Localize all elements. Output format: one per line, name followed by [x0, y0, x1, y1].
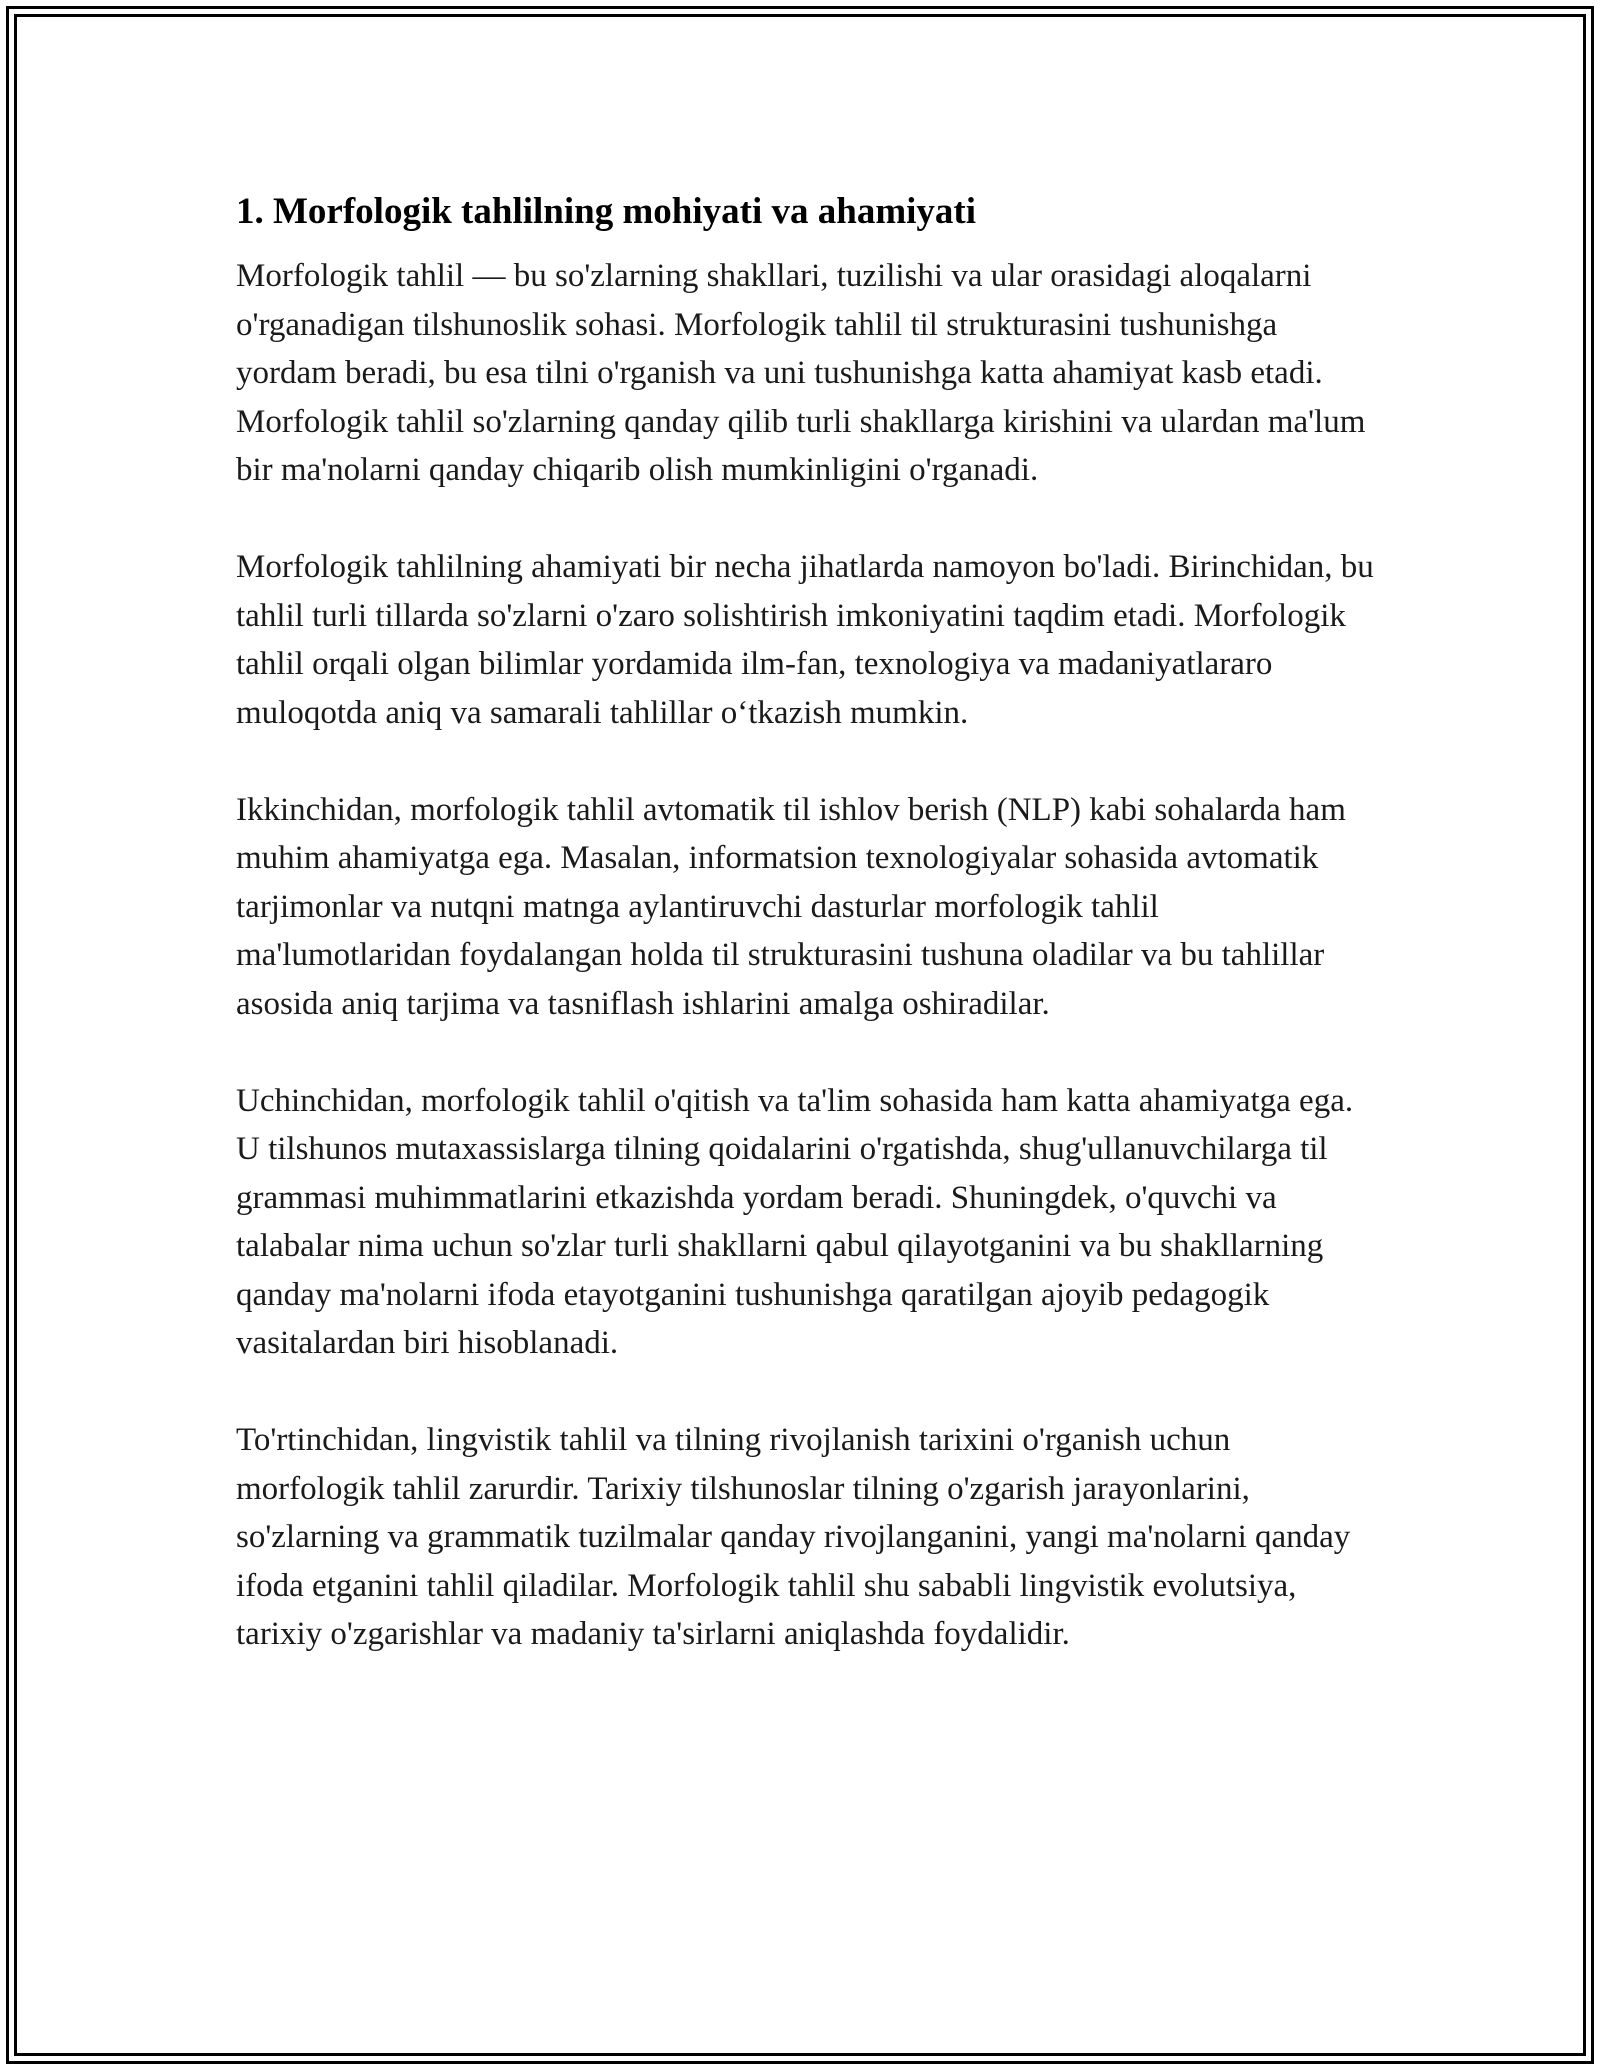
paragraph-fourth-point: To'rtinchidan, lingvistik tahlil va tilning rivojlanish tarixini o'rganish uchun morfologik tahlil zarurdir. Tarixiy tilshunoslar tilning o'zgarish jarayonlarini, so'zlarning va grammatik tuzilmalar qanday rivojlanganini, yangi ma'nolarni qanday ifoda etganini tahlil qiladilar. Morfologik tahlil shu sababli lingvistik evolutsiya, tarixiy o'zgarishlar va madaniy ta'sirlarni aniqlashda foydalidir.: [236, 1422, 1351, 1652]
paragraph-definition: Morfologik tahlil — bu so'zlarning shakllari, tuzilishi va ular orasidagi aloqalarni o'rganadigan tilshunoslik sohasi. Morfologik tahlil til strukturasini tushunishga yordam beradi, bu esa tilni o'rganish va uni tushunishga katta ahamiyat kasb etadi. Morfologik tahlil so'zlarning qanday qilib turli shakllarga kirishini va ulardan ma'lum bir ma'nolarni qanday chiqarib olish mumkinligini o'rganadi.: [236, 258, 1366, 488]
section-heading: 1. Morfologik tahlilning mohiyati va ahamiyati: [236, 191, 977, 232]
paragraph-second-point: Ikkinchidan, morfologik tahlil avtomatik til ishlov berish (NLP) kabi sohalarda ham muhim ahamiyatga ega. Masalan, informatsion texnologiyalar sohasida avtomatik tarjimonlar va nutqni matnga aylantiruvchi dasturlar morfologik tahlil ma'lumotlaridan foydalangan holda til strukturasini tushuna oladilar va bu tahlillar asosida aniq tarjima va tasniflash ishlarini amalga oshiradilar.: [236, 791, 1346, 1022]
paragraph-third-point: Uchinchidan, morfologik tahlil o'qitish va ta'lim sohasida ham katta ahamiyatga ega. U tilshunos mutaxassislarga tilning qoidalarini o'rgatishda, shug'ullanuvchilarga til grammasi muhimmatlarini etkazishda yordam beradi. Shuningdek, o'quvchi va talabalar nima uchun so'zlar turli shakllarni qabul qilayotganini va bu shakllarning qanday ma'nolarni ifoda etayotganini tushunishga qaratilgan ajoyib pedagogik vasitalardan biri hisoblanadi.: [236, 1082, 1354, 1361]
paragraph-importance: Morfologik tahlilning ahamiyati bir necha jihatlarda namoyon bo'ladi. Birinchidan, bu tahlil turli tillarda so'zlarni o'zaro solishtirish imkoniyatini taqdim etadi. Morfologik tahlil orqali olgan bilimlar yordamida ilm-fan, texnologiya va madaniyatlararo muloqotda aniq va samarali tahlillar o‘tkazish mumkin.: [236, 549, 1374, 731]
document-body: [236, 188, 1376, 1659]
